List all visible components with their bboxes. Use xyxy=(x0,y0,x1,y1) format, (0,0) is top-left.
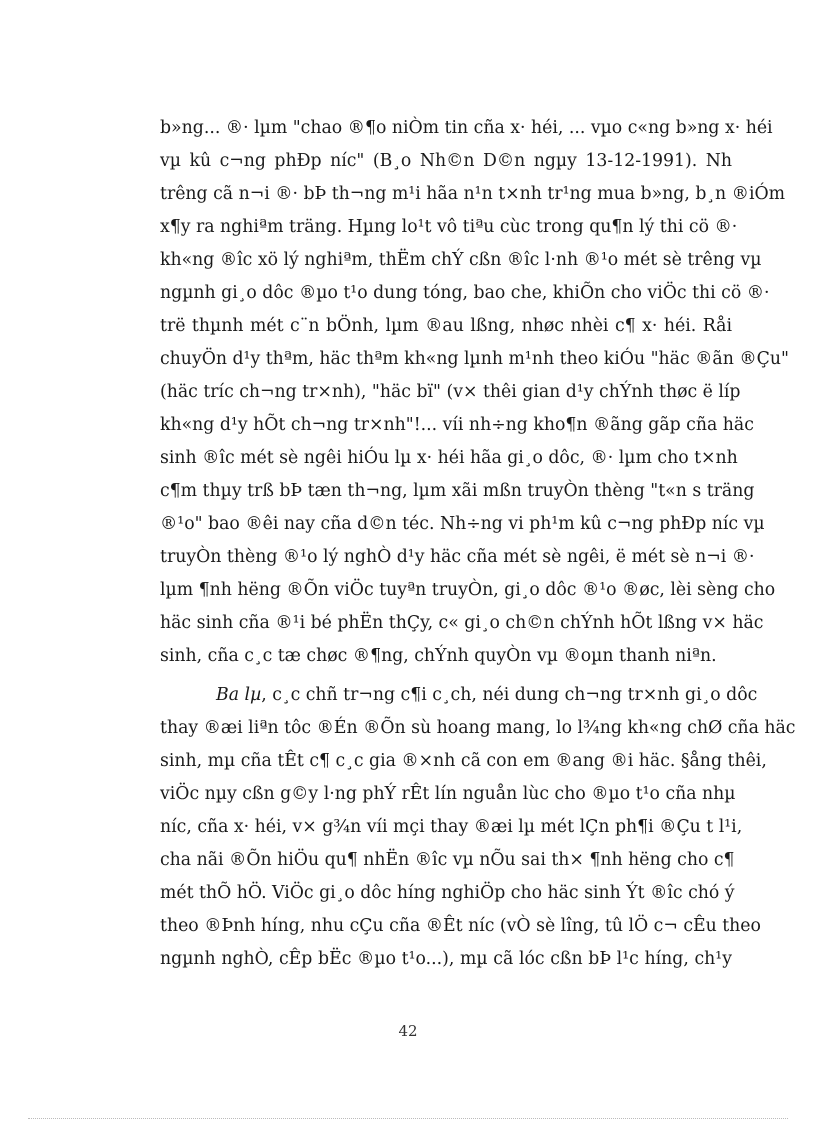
text-line: ngµnh gi¸o dôc ®µo t¹o dung tóng, bao che, khiÕn cho viÖc thi cö ®· xyxy=(160,283,770,303)
text-line: theo ®Þnh híng, nhu cÇu cña ®Êt níc (vÒ sè lîng, tû lÖ c¬ cÊu theo xyxy=(160,916,761,936)
text-line: truyÒn thèng ®¹o lý nghÒ d¹y häc cña mét sè ngêi, ë mét sè n¬i ®· xyxy=(160,547,755,567)
text-line: thay ®æi liªn tôc ®Én ®Õn sù hoang mang, lo l¾ng kh«ng chØ cña häc xyxy=(160,718,796,738)
text-line: x¶y ra nghiªm träng. Hµng lo¹t vô tiªu cùc trong qu¶n lý thi cö ®· xyxy=(160,217,738,237)
text-line: níc, cña x· héi, v× g¾n víi mçi thay ®æi lµ mét lÇn ph¶i ®Çu t l¹i, xyxy=(160,817,743,837)
text-line: ngµnh nghÒ, cÊp bËc ®µo t¹o...), mµ cã lóc cßn bÞ l¹c híng, ch¹y xyxy=(160,949,732,969)
text-line: b»ng... ®· lµm "chao ®¶o niÒm tin cña x· héi, ... vµo c«ng b»ng x· héi xyxy=(160,118,773,138)
text-line: viÖc nµy cßn g©y l·ng phÝ rÊt lín nguån lùc cho ®µo t¹o cña nhµ xyxy=(160,784,736,804)
text-line: lµm ¶nh hëng ®Õn viÖc tuyªn truyÒn, gi¸o dôc ®¹o ®øc, lèi sèng cho xyxy=(160,580,776,600)
page-number: 42 xyxy=(398,1022,418,1040)
text-line: ®¹o" bao ®êi nay cña d©n téc. Nh÷ng vi ph¹m kû c¬ng phÐp níc vµ xyxy=(160,514,765,534)
text-line: häc sinh cña ®¹i bé phËn thÇy, c« gi¸o ch©n chÝnh hÕt lßng v× häc xyxy=(160,613,764,633)
text-line: cha nãi ®Õn hiÖu qu¶ nhËn ®îc vµ nÕu sai th× ¶nh hëng cho c¶ xyxy=(160,850,735,870)
text-line: sinh, cña c¸c tæ chøc ®¶ng, chÝnh quyÒn vµ ®oµn thanh niªn. xyxy=(160,646,717,666)
text-line: (häc tríc ch¬ng tr×nh), "häc bï" (v× thêi gian d¹y chÝnh thøc ë líp xyxy=(160,382,741,402)
text-line: trë thµnh mét c¨n bÖnh, lµm ®au lßng, nhøc nhèi c¶ x· héi. Råi xyxy=(160,316,732,336)
text-span: , c¸c chñ tr¬ng c¶i c¸ch, néi dung ch¬ng tr×nh gi¸o dôc xyxy=(261,685,758,705)
text-line: chuyÖn d¹y thªm, häc thªm kh«ng lµnh m¹nh theo kiÓu "häc ®ãn ®Çu" xyxy=(160,349,789,369)
text-line: mét thÕ hÖ. ViÖc gi¸o dôc híng nghiÖp cho häc sinh Ýt ®îc chó ý xyxy=(160,883,735,903)
page-bottom-border xyxy=(28,1118,788,1119)
text-line: sinh, mµ cña tÊt c¶ c¸c gia ®×nh cã con em ®ang ®i häc. §ång thêi, xyxy=(160,751,767,771)
text-line: trêng cã n¬i ®· bÞ th¬ng m¹i hãa n¹n t×nh tr¹ng mua b»ng, b¸n ®iÓm xyxy=(160,184,786,204)
text-line: c¶m thµy trß bÞ tæn th¬ng, lµm xãi mßn truyÒn thèng "t«n s träng xyxy=(160,481,755,501)
text-line: sinh ®îc mét sè ngêi hiÓu lµ x· héi hãa gi¸o dôc, ®· lµm cho t×nh xyxy=(160,448,738,468)
text-line: vµ kû c¬ng phÐp níc" (B¸o Nh©n D©n ngµy 13-12-1991). Nh xyxy=(160,151,732,171)
text-line: kh«ng ®îc xö lý nghiªm, thËm chÝ cßn ®îc l·nh ®¹o mét sè trêng vµ xyxy=(160,250,762,270)
text-line: kh«ng d¹y hÕt ch¬ng tr×nh"!... víi nh÷ng kho¶n ®ãng gãp cña häc xyxy=(160,415,754,435)
paragraph-lead: Ba lµ xyxy=(216,685,262,705)
paragraph-first-line xyxy=(160,682,758,708)
